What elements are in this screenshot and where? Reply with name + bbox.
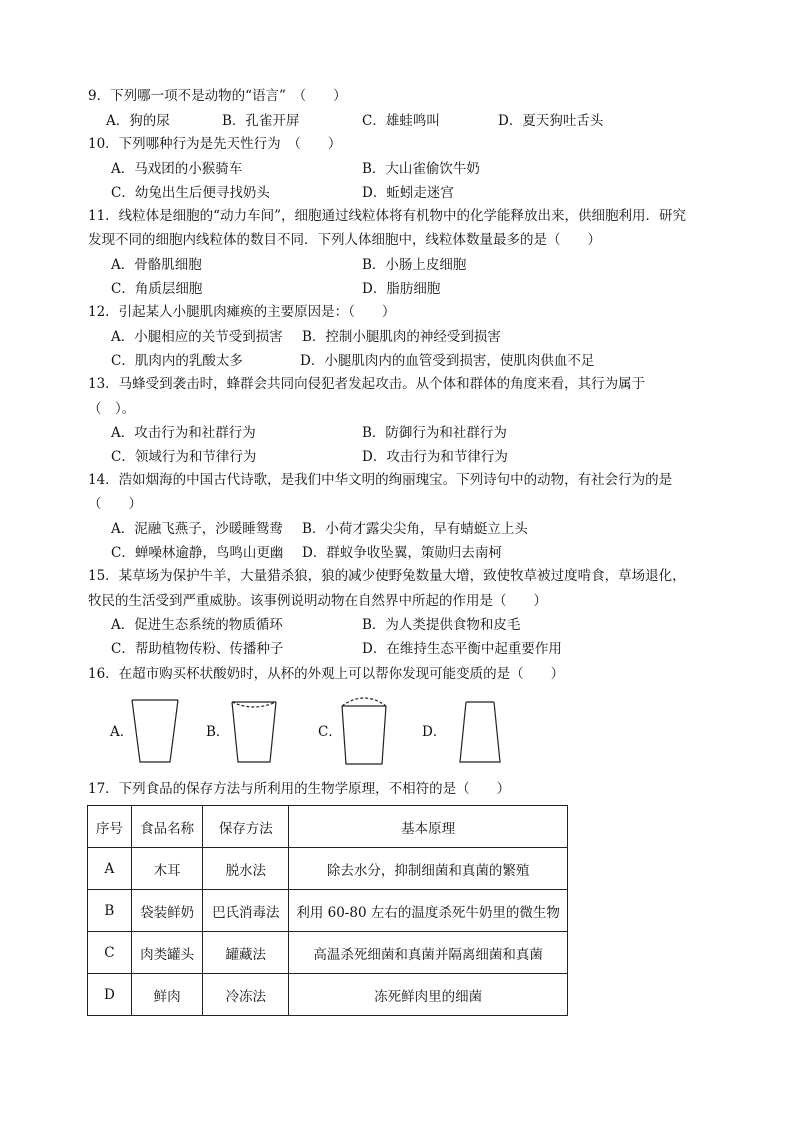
q10-option-a: A．马戏团的小猴骑车 <box>111 161 243 177</box>
q11-stem-line2: 发现不同的细胞内线粒体的数目不同．下列人体细胞中，线粒体数量最多的是（ ） <box>88 232 601 248</box>
q14-stem-line2: （ ） <box>88 496 142 512</box>
q17-stem: 17．下列食品的保存方法与所利用的生物学原理，不相符的是（ ） <box>88 781 511 797</box>
q16-option-d-label: D． <box>422 724 447 740</box>
q9-option-b: B．孔雀开屏 <box>222 113 300 129</box>
q14-option-c: C．蝉噪林逾静，鸟鸣山更幽 <box>111 545 284 561</box>
q11-option-c: C．角质层细胞 <box>111 281 203 297</box>
q10-option-c: C．幼兔出生后便寻找奶头 <box>111 185 270 201</box>
cell-method: 冷冻法 <box>203 974 289 1016</box>
q15-option-d: D．在维持生态平衡中起重要作用 <box>362 641 562 657</box>
cell-food: 鲜肉 <box>131 974 203 1016</box>
q13-option-c: C．领域行为和节律行为 <box>111 449 257 465</box>
q15-stem-line2: 牧民的生活受到严重威胁。该事例说明动物在自然界中所起的作用是（ ） <box>88 593 547 609</box>
q13-stem-line1: 13．马蜂受到袭击时，蜂群会共同向侵犯者发起攻击。从个体和群体的角度来看，其行为属于 <box>88 376 646 392</box>
q17-table <box>87 805 568 1016</box>
cell-method: 巴氏消毒法 <box>203 890 289 932</box>
q9-option-d: D．夏天狗吐舌头 <box>498 113 604 129</box>
cell-principle: 除去水分，抑制细菌和真菌的繁殖 <box>289 848 568 890</box>
q14-option-a: A．泥融飞燕子，沙暖睡鸳鸯 <box>111 521 283 537</box>
q14-option-d: D．群蚁争收坠翼，策勋归去南柯 <box>302 545 502 561</box>
cell-principle: 高温杀死细菌和真菌并隔离细菌和真菌 <box>289 932 568 974</box>
q15-option-a: A．促进生态系统的物质循环 <box>111 617 283 633</box>
q16-option-b-label: B． <box>206 724 230 740</box>
cup-d-figure <box>460 702 500 762</box>
q11-option-a: A．骨骼肌细胞 <box>111 257 202 273</box>
header-index: 序号 <box>88 806 132 848</box>
q12-option-a: A．小腿相应的关节受到损害 <box>111 329 283 345</box>
q11-stem-line1: 11．线粒体是细胞的“动力车间”，细胞通过线粒体将有机物中的化学能释放出来，供细胞利用．研究 <box>88 208 686 224</box>
q16-stem: 16．在超市购买杯状酸奶时，从杯的外观上可以帮你发现可能变质的是（ ） <box>88 666 565 682</box>
cell-method: 脱水法 <box>203 848 289 890</box>
q12-option-b: B．控制小腿肌肉的神经受到损害 <box>302 329 501 345</box>
q12-option-d: D．小腿肌肉内的血管受到损害，使肌肉供血不足 <box>300 353 595 369</box>
cup-b-figure <box>232 702 276 762</box>
cell-index: B <box>88 890 132 932</box>
q11-option-d: D．脂肪细胞 <box>362 281 441 297</box>
q9-option-c: C．雄蛙鸣叫 <box>362 113 440 129</box>
q9-stem: 9．下列哪一项不是动物的“语言” （ ） <box>88 88 347 104</box>
table-header-row <box>88 806 568 848</box>
q15-option-c: C．帮助植物传粉、传播种子 <box>111 641 284 657</box>
q13-stem-line2: （ ）。 <box>88 401 136 417</box>
q15-option-b: B．为人类提供食物和皮毛 <box>362 617 521 633</box>
header-method: 保存方法 <box>203 806 289 848</box>
cell-index: D <box>88 974 132 1016</box>
q16-option-a-label: A． <box>110 724 134 740</box>
cell-food: 木耳 <box>131 848 203 890</box>
cell-principle: 冻死鲜肉里的细菌 <box>289 974 568 1016</box>
q10-stem: 10．下列哪种行为是先天性行为 （ ） <box>88 136 342 152</box>
table-row <box>88 974 568 1016</box>
table-row <box>88 890 568 932</box>
table-row <box>88 848 568 890</box>
header-principle: 基本原理 <box>289 806 568 848</box>
q10-option-d: D．蚯蚓走迷宫 <box>362 185 454 201</box>
q16-option-c-label: C． <box>318 724 342 740</box>
cell-principle: 利用 60-80 左右的温度杀死牛奶里的微生物 <box>289 890 568 932</box>
cell-food: 肉类罐头 <box>131 932 203 974</box>
q13-option-d: D．攻击行为和节律行为 <box>362 449 508 465</box>
header-food: 食品名称 <box>131 806 203 848</box>
q12-stem: 12．引起某人小腿肌肉瘫痪的主要原因是：（ ） <box>88 304 396 320</box>
cup-a-figure <box>132 700 178 762</box>
cup-c-figure <box>342 698 386 764</box>
q9-option-a: A．狗的尿 <box>106 113 170 129</box>
cell-method: 罐藏法 <box>203 932 289 974</box>
table-row <box>88 932 568 974</box>
q16-cup-figures <box>0 692 794 770</box>
cell-index: C <box>88 932 132 974</box>
q15-stem-line1: 15．某草场为保护牛羊，大量猎杀狼，狼的减少使野兔数量大增，致使牧草被过度啃食，草场退化， <box>88 568 686 584</box>
q13-option-b: B．防御行为和社群行为 <box>362 425 507 441</box>
q14-stem-line1: 14．浩如烟海的中国古代诗歌，是我们中华文明的绚丽瑰宝。下列诗句中的动物，有社会行为的是 <box>88 472 673 488</box>
q14-option-b: B．小荷才露尖尖角，早有蜻蜓立上头 <box>302 521 528 537</box>
q10-option-b: B．大山雀偷饮牛奶 <box>362 161 480 177</box>
cell-index: A <box>88 848 132 890</box>
q11-option-b: B．小肠上皮细胞 <box>362 257 467 273</box>
cell-food: 袋装鲜奶 <box>131 890 203 932</box>
q13-option-a: A．攻击行为和社群行为 <box>111 425 256 441</box>
q12-option-c: C．肌肉内的乳酸太多 <box>111 353 243 369</box>
